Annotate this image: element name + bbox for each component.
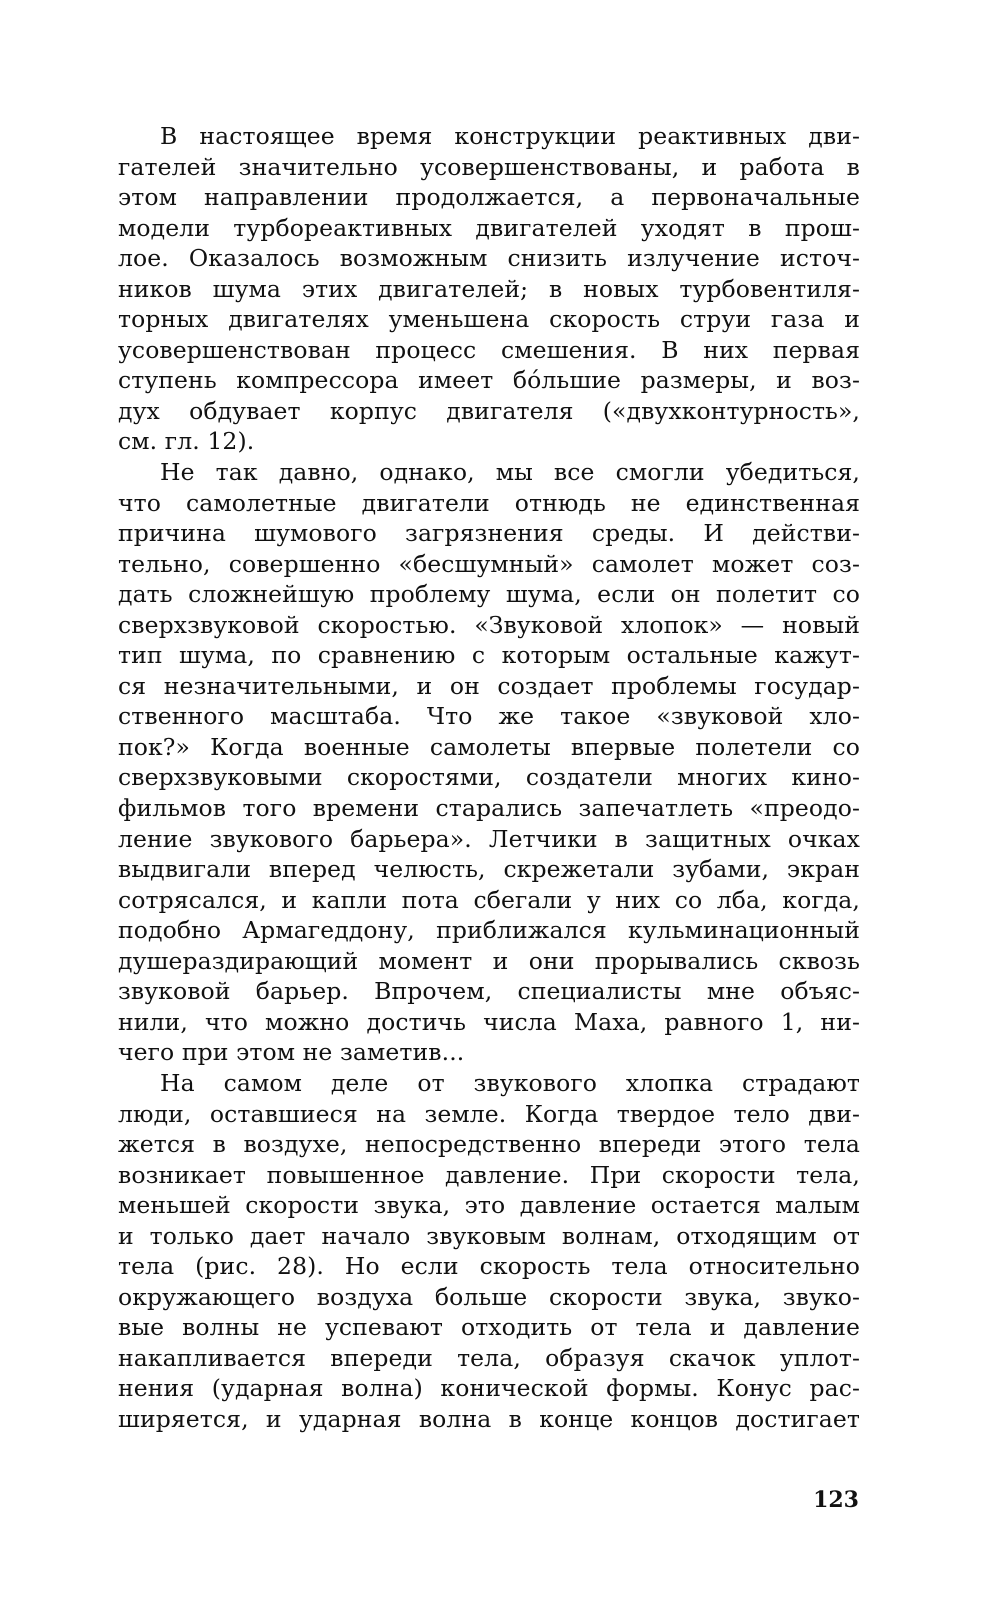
text-line: торных двигателях уменьшена скорость струи газа и	[118, 305, 860, 334]
page-number: 123	[813, 1487, 859, 1513]
text-line: причина шумового загрязнения среды. И действи-	[118, 519, 860, 548]
text-line: жется в воздухе, непосредственно впереди этого тела	[118, 1130, 860, 1159]
text-line: меньшей скорости звука, это давление остается малым	[118, 1191, 860, 1220]
text-line: ников шума этих двигателей; в новых турбовентиля-	[118, 274, 860, 303]
text-line: звуковой барьер. Впрочем, специалисты мне объяс-	[118, 977, 860, 1006]
text-line: фильмов того времени старались запечатлеть «преодо-	[118, 794, 860, 823]
text-line: подобно Армагеддону, приближался кульминационный	[118, 916, 860, 945]
text-line: тип шума, по сравнению с которым остальные кажут-	[118, 641, 860, 670]
text-line: тела (рис. 28). Но если скорость тела относительно	[118, 1252, 860, 1281]
text-line: ся незначительными, и он создает проблемы государ-	[118, 671, 860, 700]
text-line: сотрясался, и капли пота сбегали у них со лба, когда,	[118, 885, 860, 914]
text-line: сверхзвуковыми скоростями, создатели многих кино-	[118, 763, 860, 792]
body-text	[118, 121, 860, 1435]
text-line: На самом деле от звукового хлопка страдают	[160, 1068, 860, 1097]
text-line: дать сложнейшую проблему шума, если он полетит со	[118, 580, 860, 609]
text-line: и только дает начало звуковым волнам, отходящим от	[118, 1221, 860, 1250]
text-line: вые волны не успевают отходить от тела и давление	[118, 1313, 860, 1342]
text-line: чего при этом не заметив...	[118, 1038, 465, 1067]
text-line: лое. Оказалось возможным снизить излучение источ-	[118, 244, 860, 273]
text-line: что самолетные двигатели отнюдь не единственная	[118, 488, 860, 517]
text-line: люди, оставшиеся на земле. Когда твердое тело дви-	[118, 1099, 860, 1128]
text-line: усовершенствован процесс смешения. В них первая	[118, 335, 860, 364]
text-line: нили, что можно достичь числа Маха, равного 1, ни-	[118, 1007, 860, 1036]
text-line: нения (ударная волна) конической формы. Конус рас-	[118, 1374, 860, 1403]
text-line: этом направлении продолжается, а первоначальные	[118, 183, 860, 212]
text-line: ственного масштаба. Что же такое «звуковой хло-	[118, 702, 860, 731]
text-line: В настоящее время конструкции реактивных дви-	[160, 122, 860, 150]
text-line: ление звукового барьера». Летчики в защитных очках	[118, 824, 860, 853]
text-line: ступень компрессора имеет бóльшие размеры, и воз-	[118, 366, 860, 395]
text-line: Не так давно, однако, мы все смогли убедиться,	[160, 458, 860, 487]
text-line: дух обдувает корпус двигателя («двухконтурность»,	[118, 396, 860, 425]
text-line: сверхзвуковой скоростью. «Звуковой хлопок» — новый	[118, 610, 860, 639]
text-line: ширяется, и ударная волна в конце концов достигает	[118, 1404, 860, 1433]
text-line: тельно, совершенно «бесшумный» самолет может соз-	[118, 549, 860, 578]
text-line: душераздирающий момент и они прорывались сквозь	[118, 946, 860, 975]
text-line: см. гл. 12).	[118, 427, 255, 456]
text-line: выдвигали вперед челюсть, скрежетали зубами, экран	[118, 855, 860, 884]
text-line: окружающего воздуха больше скорости звука, звуко-	[118, 1282, 860, 1311]
text-line: пок?» Когда военные самолеты впервые полетели со	[118, 732, 860, 761]
text-line: модели турбореактивных двигателей уходят в прош-	[118, 213, 860, 242]
text-line: накапливается впереди тела, образуя скачок уплот-	[118, 1343, 860, 1372]
text-line: возникает повышенное давление. При скорости тела,	[118, 1160, 860, 1189]
text-line: гателей значительно усовершенствованы, и работа в	[118, 152, 860, 181]
